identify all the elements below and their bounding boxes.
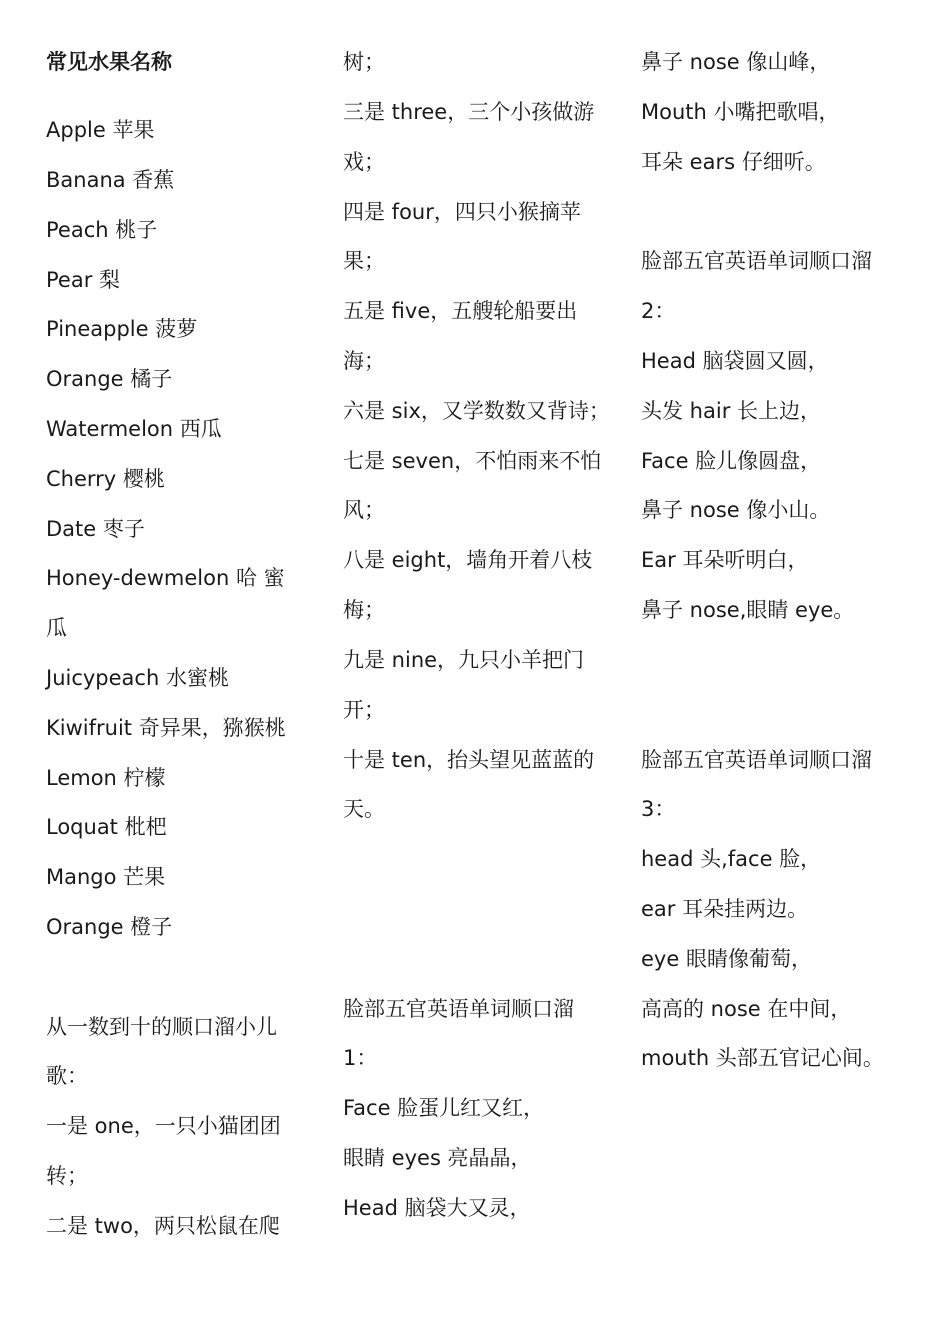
counting-rhyme-line: 果； <box>343 249 385 273</box>
face-rhyme-2-line: 2： <box>641 299 676 323</box>
counting-rhyme-line: 戏； <box>343 150 385 174</box>
face-rhyme-1-line: 眼睛 eyes 亮晶晶， <box>343 1146 532 1170</box>
face-rhyme-3-line: 高高的 nose 在中间， <box>641 997 852 1021</box>
face-rhyme-2-line: 鼻子 nose,眼睛 eye。 <box>641 598 855 622</box>
counting-rhyme-line: 七是 seven，不怕雨来不怕 <box>343 449 602 473</box>
fruit-item: Honey-dewmelon 哈 蜜 <box>46 566 285 590</box>
fruit-item: Pear 梨 <box>46 268 121 292</box>
counting-rhyme-line: 树； <box>343 50 385 74</box>
face-rhyme-2-line: Face 脸儿像圆盘， <box>641 449 822 473</box>
fruit-item: Loquat 枇杷 <box>46 815 167 839</box>
counting-rhyme-line: 五是 five，五艘轮船要出 <box>343 299 578 323</box>
face-rhyme-2-line: Ear 耳朵听明白， <box>641 548 809 572</box>
counting-rhyme-line: 海； <box>343 349 385 373</box>
face-rhyme-1-line: Face 脸蛋儿红又红， <box>343 1096 545 1120</box>
fruit-item: Watermelon 西瓜 <box>46 417 222 441</box>
counting-rhyme-line: 四是 four，四只小猴摘苹 <box>343 200 581 224</box>
fruit-item: Kiwifruit 奇异果，猕猴桃 <box>46 716 286 740</box>
face-rhyme-1-line: 耳朵 ears 仔细听。 <box>641 150 826 174</box>
counting-rhyme-line: 九是 nine，九只小羊把门 <box>343 648 585 672</box>
fruit-item: Pineapple 菠萝 <box>46 317 198 341</box>
face-rhyme-1-line: Mouth 小嘴把歌唱， <box>641 100 840 124</box>
fruit-item: Date 枣子 <box>46 517 145 541</box>
fruit-item: Banana 香蕉 <box>46 168 175 192</box>
counting-rhyme-line: 歌： <box>46 1064 88 1088</box>
fruit-item: 瓜 <box>46 616 67 640</box>
face-rhyme-1-line: 1： <box>343 1046 378 1070</box>
fruit-item: Mango 芒果 <box>46 865 166 889</box>
counting-rhyme-line: 十是 ten，抬头望见蓝蓝的 <box>343 748 595 772</box>
face-rhyme-3-title: 脸部五官英语单词顺口溜 <box>641 748 872 772</box>
face-rhyme-1-line: Head 脑袋大又灵， <box>343 1196 531 1220</box>
counting-rhyme-line: 一是 one，一只小猫团团 <box>46 1114 281 1138</box>
counting-rhyme-line: 转； <box>46 1164 88 1188</box>
face-rhyme-2-line: 鼻子 nose 像小山。 <box>641 498 831 522</box>
face-rhyme-3-line: mouth 头部五官记心间。 <box>641 1046 884 1070</box>
counting-rhyme-line: 二是 two，两只松鼠在爬 <box>46 1214 280 1238</box>
counting-rhyme-line: 六是 six，又学数数又背诗； <box>343 399 610 423</box>
face-rhyme-2-line: Head 脑袋圆又圆， <box>641 349 829 373</box>
fruit-item: Peach 桃子 <box>46 218 158 242</box>
face-rhyme-3-line: ear 耳朵挂两边。 <box>641 897 809 921</box>
fruit-item: Cherry 樱桃 <box>46 467 165 491</box>
counting-rhyme-line: 三是 three，三个小孩做游 <box>343 100 595 124</box>
counting-rhyme-line: 梅； <box>343 598 385 622</box>
counting-rhyme-line: 八是 eight，墙角开着八枝 <box>343 548 593 572</box>
face-rhyme-3-line: head 头,face 脸， <box>641 847 822 871</box>
counting-rhyme-title: 从一数到十的顺口溜小儿 <box>46 1015 277 1039</box>
fruit-list-title: 常见水果名称 <box>46 50 172 74</box>
face-rhyme-3-line: 3： <box>641 797 676 821</box>
face-rhyme-2-line: 头发 hair 长上边， <box>641 399 821 423</box>
face-rhyme-2-title: 脸部五官英语单词顺口溜 <box>641 249 872 273</box>
fruit-item: Juicypeach 水蜜桃 <box>46 666 229 690</box>
face-rhyme-1-line: 鼻子 nose 像山峰， <box>641 50 831 74</box>
fruit-item: Orange 橘子 <box>46 367 173 391</box>
fruit-item: Lemon 柠檬 <box>46 766 166 790</box>
face-rhyme-1-title: 脸部五官英语单词顺口溜 <box>343 997 574 1021</box>
counting-rhyme-line: 风； <box>343 498 385 522</box>
counting-rhyme-line: 天。 <box>343 797 385 821</box>
fruit-item: Apple 苹果 <box>46 118 155 142</box>
fruit-item: Orange 橙子 <box>46 915 173 939</box>
face-rhyme-3-line: eye 眼睛像葡萄， <box>641 947 812 971</box>
counting-rhyme-line: 开； <box>343 698 385 722</box>
